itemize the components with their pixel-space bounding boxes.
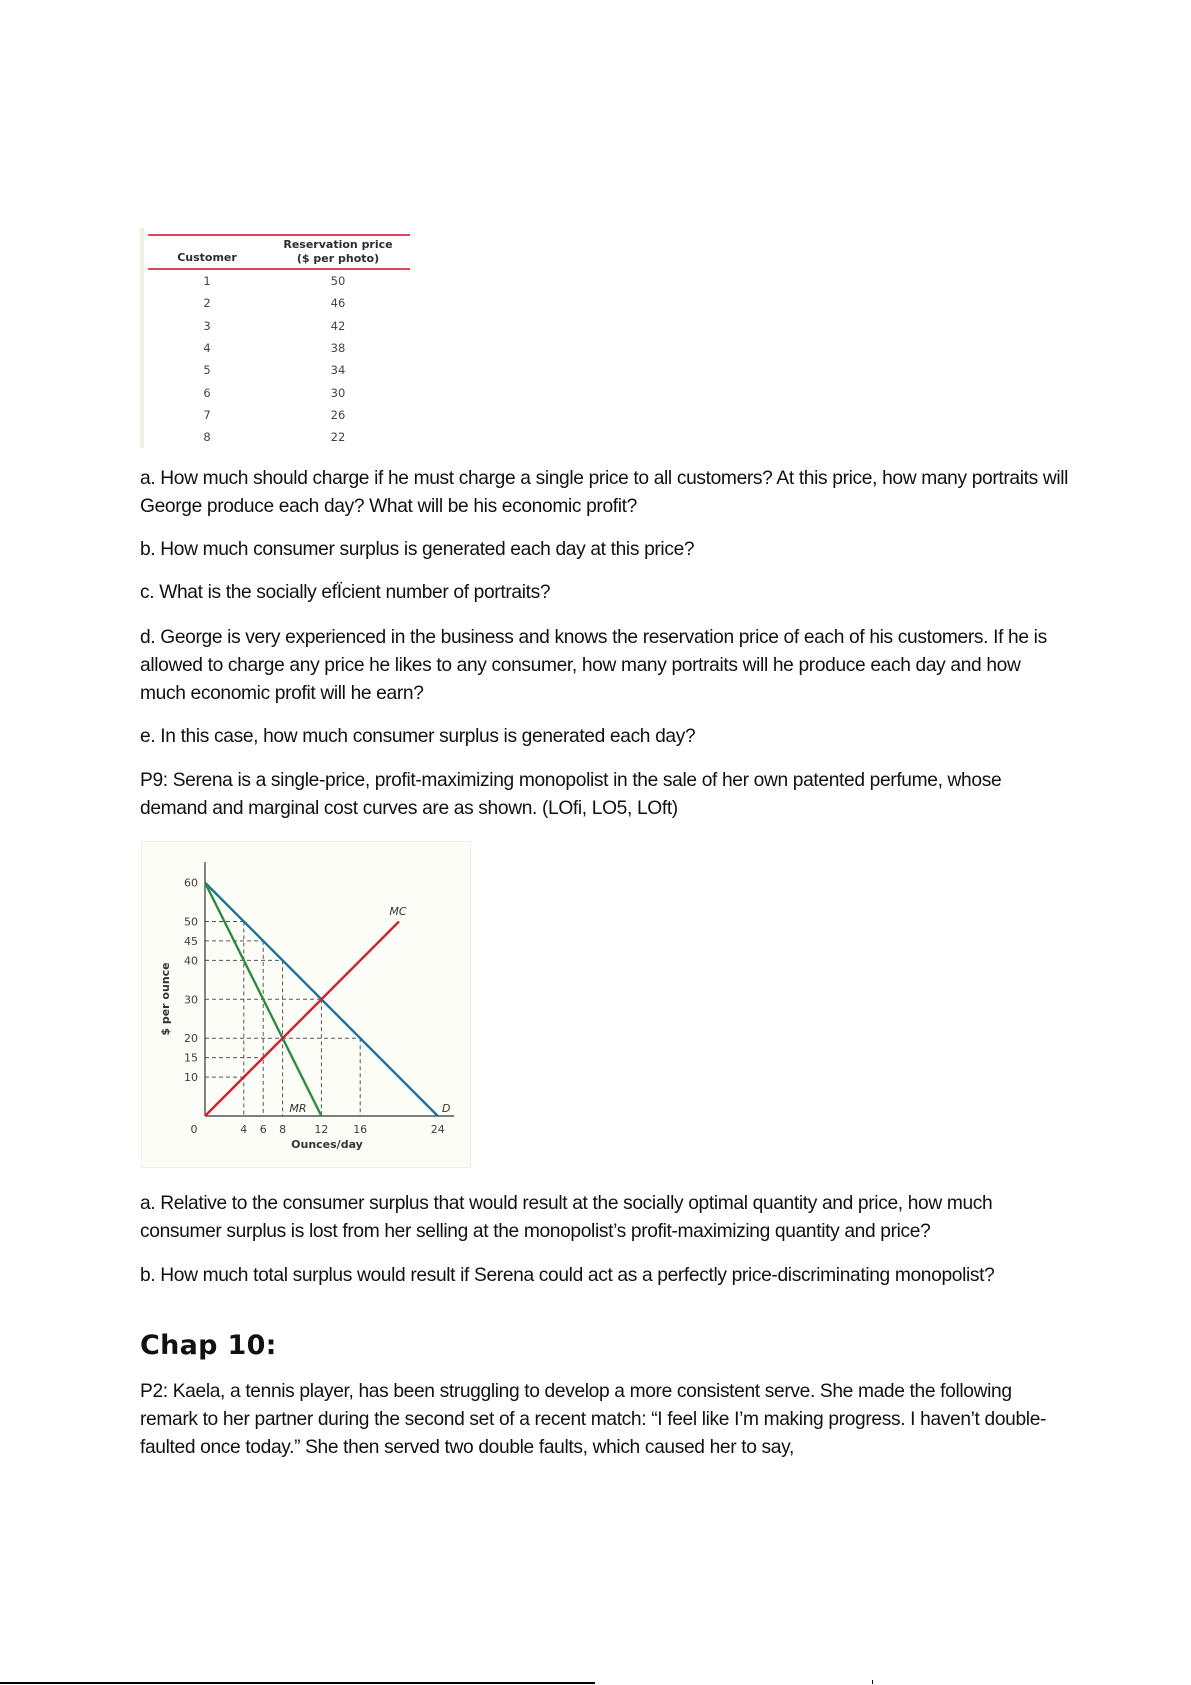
svg-text:20: 20 (184, 1032, 198, 1046)
table-row (148, 315, 410, 337)
table-row (148, 269, 410, 292)
price-cell: 50 (330, 274, 346, 289)
marginal-cost-curve (205, 922, 399, 1117)
svg-text:8: 8 (279, 1123, 287, 1136)
svg-text:10: 10 (184, 1071, 198, 1085)
svg-text:16: 16 (353, 1123, 368, 1136)
customer-cell: 8 (203, 430, 211, 445)
table-row (148, 426, 410, 448)
y-axis-label: $ per ounce (159, 962, 172, 1036)
svg-text:45: 45 (184, 934, 198, 948)
y-tick-labels (184, 877, 198, 1085)
table-row (148, 359, 410, 381)
table-row (148, 337, 410, 359)
customer-cell: 2 (203, 296, 211, 311)
customer-cell: 5 (203, 363, 211, 378)
p2-paragraph: P2: Kaela, a tennis player, has been struggling to develop a more consistent serve. She made the following remark to her partner during the second set of a recent match: “I feel like I’m making progress. I haven’t double-faulted once today.” She then served two double faults, which caused her to say, (140, 1381, 1047, 1458)
question-b: b. How much consumer surplus is generated each day at this price? (140, 539, 695, 560)
svg-text:12: 12 (314, 1123, 329, 1136)
header-price-line1: Reservation price (283, 238, 393, 251)
price-cell: 30 (330, 385, 346, 400)
mr-label: MR (289, 1102, 307, 1115)
header-reservation-price (266, 235, 410, 269)
customer-cell: 6 (203, 385, 211, 400)
price-cell: 26 (330, 407, 346, 422)
reservation-price-table-figure (140, 228, 408, 448)
svg-text:30: 30 (184, 993, 198, 1007)
x-tick-labels (191, 1123, 445, 1136)
mc-label: MC (389, 905, 407, 918)
d-label: D (442, 1102, 451, 1115)
header-customer: Customer (177, 251, 237, 264)
monopoly-chart (142, 842, 472, 1169)
x-axis-label: Ounces/day (291, 1138, 363, 1151)
price-cell: 46 (330, 296, 346, 311)
customer-cell: 4 (203, 341, 211, 356)
p9-intro: P9: Serena is a single-price, profit-maximizing monopolist in the sale of her own patented perfume, whose demand and marginal cost curves are as shown. (LOfi, LO5, LOft) (140, 770, 1002, 819)
table-row (148, 381, 410, 403)
header-price-line2: ($ per photo) (296, 252, 380, 265)
reservation-price-table (148, 234, 410, 448)
svg-text:15: 15 (184, 1051, 198, 1065)
price-cell: 22 (330, 430, 346, 445)
footer-mark (872, 1680, 873, 1684)
customer-cell: 3 (203, 318, 211, 333)
footnote-separator (0, 1682, 595, 1684)
svg-text:40: 40 (184, 954, 198, 968)
svg-text:0: 0 (190, 1123, 198, 1136)
question-d: d. George is very experienced in the business and knows the reservation price of each of his customers. If he is allowed to charge any price he likes to any consumer, how many portraits will he produce each day and how much economic profit will he earn? (140, 627, 1047, 704)
price-cell: 34 (330, 363, 346, 378)
question-e: e. In this case, how much consumer surplus is generated each day? (140, 726, 696, 747)
customer-cell: 1 (203, 274, 211, 289)
p9-question-b: b. How much total surplus would result if Serena could act as a perfectly price-discriminating monopolist? (140, 1265, 995, 1286)
chapter-heading: Chap 10: (140, 1330, 277, 1361)
question-a: a. How much should charge if he must charge a single price to all customers? At this price, how many portraits will George produce each day? What will be his economic profit? (140, 468, 1069, 517)
svg-text:6: 6 (259, 1123, 267, 1136)
svg-text:60: 60 (184, 876, 198, 890)
question-c: c. What is the socially efÏcient number of portraits? (140, 582, 551, 603)
p9-question-a: a. Relative to the consumer surplus that would result at the socially optimal quantity and price, how much consumer surplus is lost from her selling at the monopolist’s profit-maximizing quantity and price? (140, 1193, 993, 1242)
svg-text:4: 4 (240, 1123, 248, 1136)
monopoly-chart-figure (141, 841, 471, 1168)
reference-lines (205, 922, 360, 1117)
svg-text:50: 50 (184, 915, 198, 929)
customer-cell: 7 (203, 407, 211, 422)
table-row (148, 404, 410, 426)
table-row (148, 292, 410, 314)
price-cell: 38 (330, 341, 346, 356)
svg-text:24: 24 (430, 1123, 445, 1136)
price-cell: 42 (330, 318, 346, 333)
